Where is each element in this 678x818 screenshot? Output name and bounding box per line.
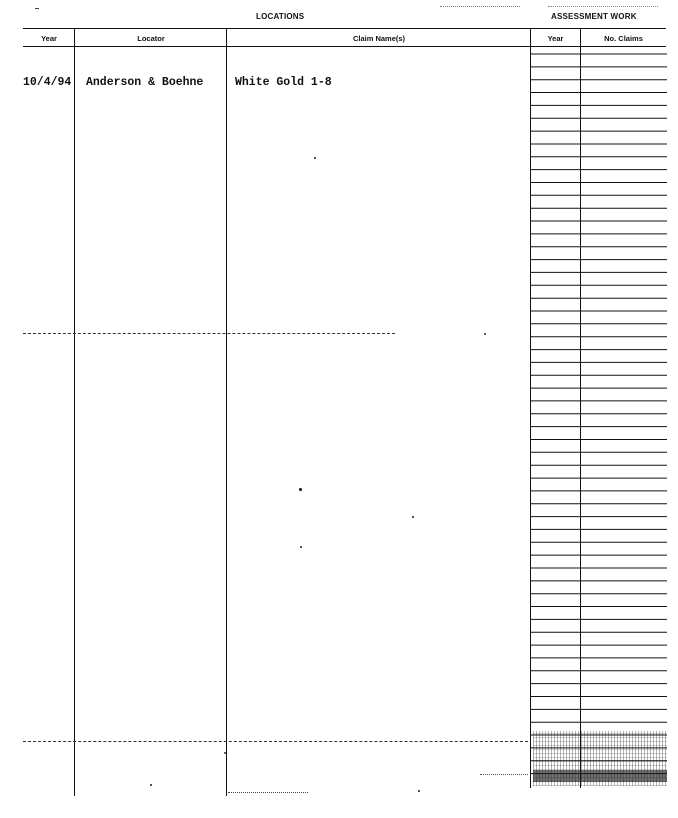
entry-claim-name: White Gold 1-8: [235, 76, 332, 89]
entry-year: 10/4/94: [23, 76, 72, 89]
dashed-line-mid: [23, 333, 395, 334]
speck: [150, 784, 152, 786]
dashed-line-bottom-right: [480, 774, 528, 775]
column-header-year: Year: [41, 34, 57, 43]
stray-mark: [35, 8, 39, 9]
assessment-grid: [530, 46, 668, 788]
column-header-locator: Locator: [137, 34, 165, 43]
speck: [418, 790, 420, 792]
header-rule-top: [23, 28, 666, 29]
column-header-no-claims: No. Claims: [604, 34, 643, 43]
speck: [412, 516, 414, 518]
speck: [300, 546, 302, 548]
speck: [314, 157, 316, 159]
speck: [484, 333, 486, 335]
dashed-line-lower: [23, 741, 528, 742]
assessment-work-title: ASSESSMENT WORK: [551, 12, 637, 21]
scan-noise-bottom-band: [533, 770, 667, 782]
divider-locator-claims: [226, 28, 227, 796]
divider-year-locator: [74, 28, 75, 796]
speck: [299, 488, 302, 491]
speck: [224, 752, 226, 754]
locations-title: LOCATIONS: [256, 12, 305, 21]
column-header-claim-names: Claim Name(s): [352, 34, 406, 43]
column-header-assessment-year: Year: [547, 34, 564, 43]
entry-locator: Anderson & Boehne: [86, 76, 204, 89]
scan-noise-header-right: [548, 6, 658, 9]
scan-noise-header: [440, 6, 520, 9]
dashed-line-bottom: [228, 792, 308, 793]
